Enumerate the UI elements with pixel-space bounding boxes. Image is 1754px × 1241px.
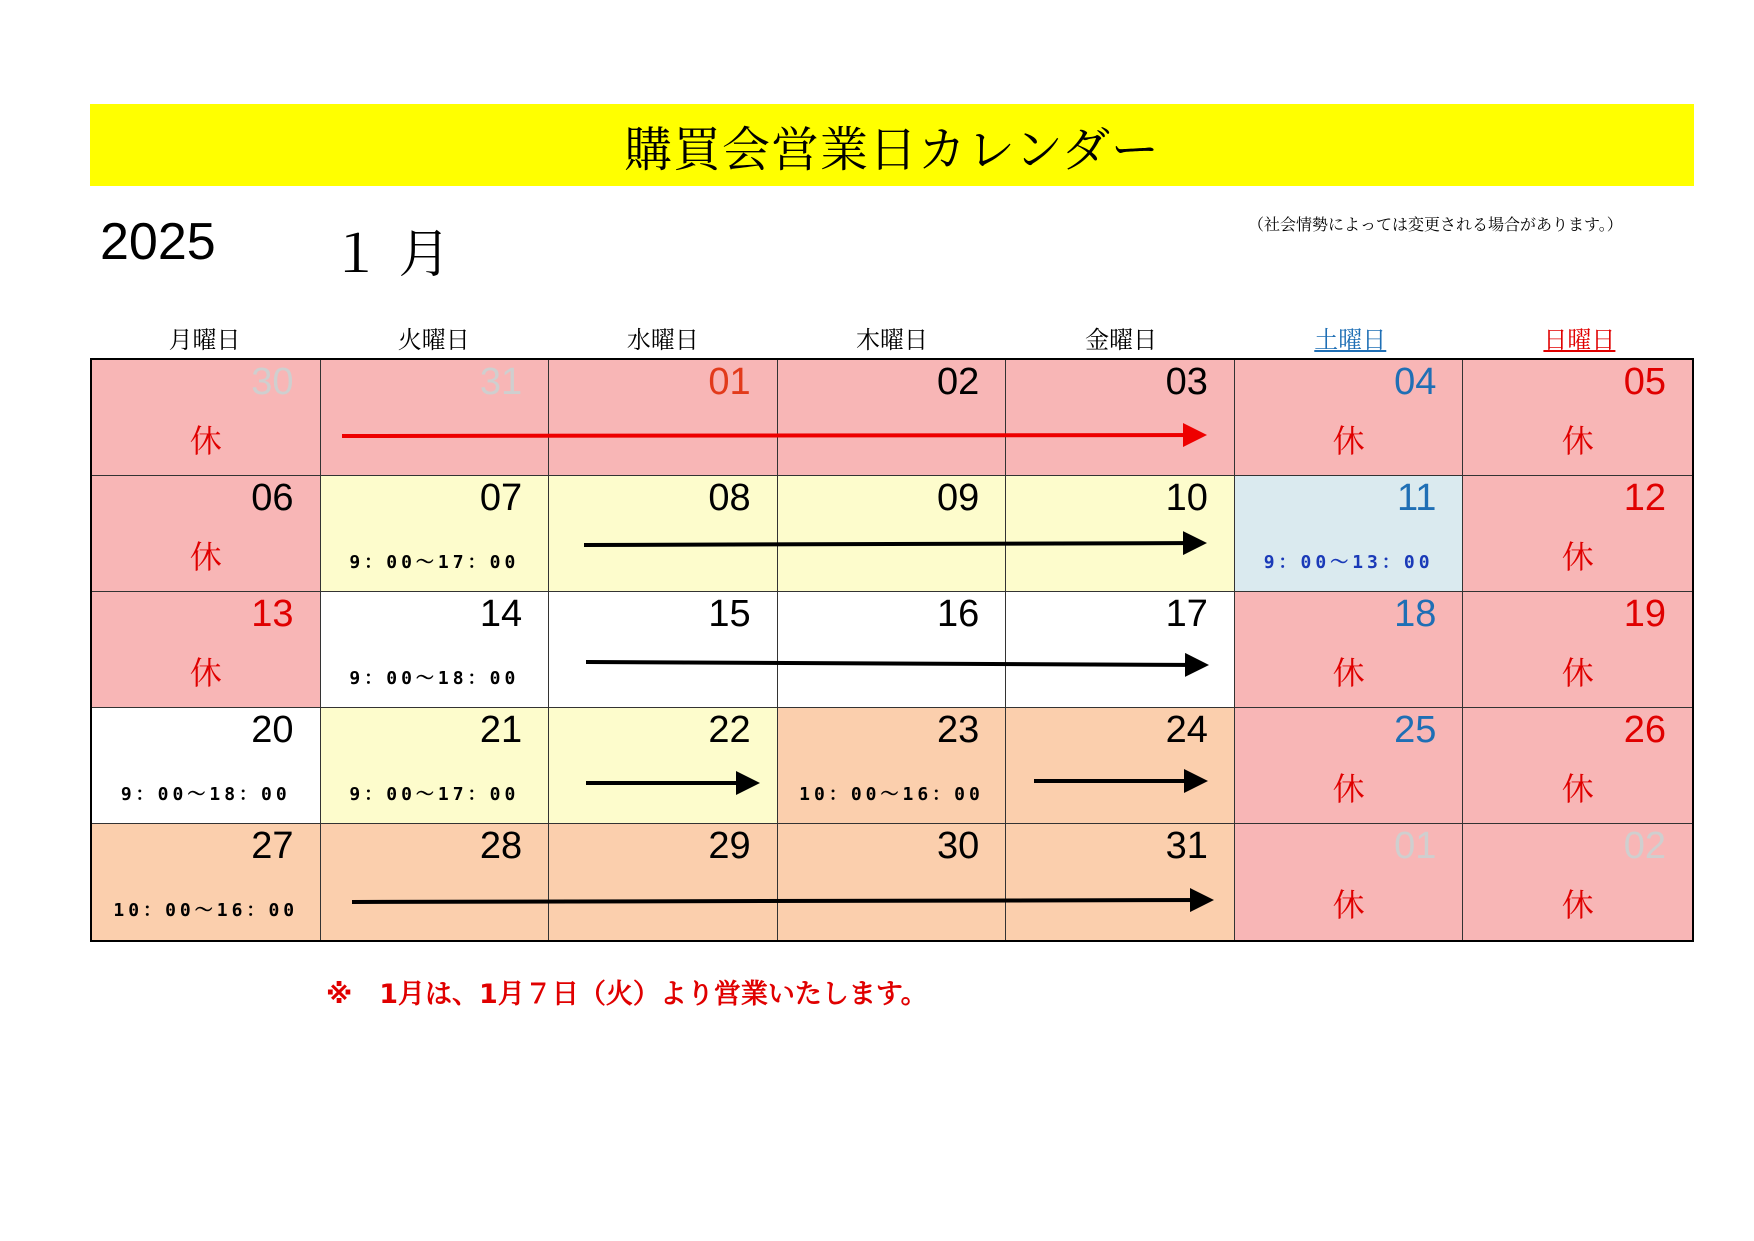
day-cell (778, 824, 1007, 940)
day-number: 09 (937, 477, 980, 519)
closed-mark: 休 (1332, 886, 1365, 924)
day-cell (1006, 708, 1235, 824)
day-number: 31 (479, 361, 523, 403)
weekday-label: 金曜日 (1085, 326, 1158, 354)
business-hours: 9：00～18：00 (349, 668, 520, 689)
day-number: 29 (708, 825, 751, 867)
day-number: 07 (479, 477, 523, 519)
day-number: 05 (1623, 361, 1666, 403)
day-number: 17 (1165, 593, 1208, 635)
day-number: 02 (937, 361, 980, 403)
business-hours: 10：00～16：00 (113, 900, 299, 921)
day-cell (92, 708, 321, 824)
opening-footnote: ※ 1月は、1月７日（火）より営業いたします。 (326, 979, 928, 1010)
day-cell (549, 476, 778, 592)
day-number: 14 (479, 593, 523, 635)
closed-mark: 休 (189, 538, 222, 576)
closed-mark: 休 (1561, 654, 1594, 692)
day-cell (1463, 824, 1692, 940)
weekday-label: 火曜日 (397, 326, 470, 354)
day-cell (1463, 708, 1692, 824)
day-cell (321, 824, 550, 940)
day-number: 06 (251, 477, 294, 519)
day-number: 12 (1623, 477, 1666, 519)
day-number: 01 (1394, 825, 1437, 867)
day-cell (321, 360, 550, 476)
day-cell (1006, 824, 1235, 940)
day-number: 16 (937, 593, 980, 635)
day-number: 25 (1394, 709, 1437, 751)
day-cell (1235, 592, 1464, 708)
business-hours: 9：00～18：00 (120, 784, 291, 805)
day-number: 30 (937, 825, 980, 867)
weekday-label: 日曜日 (1543, 326, 1616, 354)
day-cell (549, 824, 778, 940)
day-cell (549, 708, 778, 824)
day-cell (321, 592, 550, 708)
day-cell (778, 360, 1007, 476)
day-number: 02 (1623, 825, 1666, 867)
title-banner (90, 104, 1694, 186)
day-cell (1463, 360, 1692, 476)
business-hours: 10：00～16：00 (799, 784, 984, 805)
day-number: 24 (1165, 709, 1208, 751)
day-number: 21 (479, 709, 523, 751)
day-cell (549, 360, 778, 476)
weekday-label: 土曜日 (1314, 326, 1387, 354)
day-number: 23 (937, 709, 980, 751)
day-number: 08 (708, 477, 751, 519)
day-cell (1006, 360, 1235, 476)
day-number: 01 (708, 361, 751, 403)
day-cell (778, 592, 1007, 708)
day-number: 31 (1165, 825, 1208, 867)
day-number: 22 (708, 709, 751, 751)
day-number: 11 (1396, 477, 1437, 519)
day-number: 15 (708, 593, 751, 635)
day-cell (92, 824, 321, 940)
day-cell (1235, 708, 1464, 824)
day-cell (92, 592, 321, 708)
day-number: 13 (251, 593, 294, 635)
day-number: 10 (1165, 477, 1208, 519)
closed-mark: 休 (1561, 770, 1594, 808)
day-cell (1463, 592, 1692, 708)
day-cell (1006, 592, 1235, 708)
closed-mark: 休 (1561, 538, 1594, 576)
day-cell (1235, 360, 1464, 476)
day-number: 19 (1623, 593, 1666, 635)
year-label: 2025 (100, 213, 216, 271)
day-number: 03 (1165, 361, 1208, 403)
closed-mark: 休 (1332, 654, 1365, 692)
closed-mark: 休 (1561, 886, 1594, 924)
day-cell (778, 476, 1007, 592)
weekday-label: 月曜日 (168, 326, 241, 354)
closed-mark: 休 (1332, 770, 1365, 808)
month-label: １ 月 (330, 225, 451, 285)
page-title: 購買会営業日カレンダー (624, 121, 1160, 178)
business-hours: 9：00～13：00 (1263, 552, 1434, 573)
weekday-header (90, 322, 1694, 358)
day-number: 28 (479, 825, 523, 867)
day-cell (1463, 476, 1692, 592)
closed-mark: 休 (1332, 422, 1365, 460)
weekday-label: 水曜日 (626, 326, 699, 354)
day-cell (92, 360, 321, 476)
day-number: 18 (1394, 593, 1437, 635)
day-number: 04 (1394, 361, 1437, 403)
day-cell (92, 476, 321, 592)
day-cell (1235, 476, 1464, 592)
business-hours: 9：00～17：00 (349, 552, 520, 573)
weekday-label: 木曜日 (855, 326, 928, 354)
day-cell (1235, 824, 1464, 940)
closed-mark: 休 (189, 422, 222, 460)
closed-mark: 休 (189, 654, 222, 692)
day-number: 20 (251, 709, 294, 751)
closed-mark: 休 (1561, 422, 1594, 460)
business-hours: 9：00～17：00 (349, 784, 520, 805)
day-cell (549, 592, 778, 708)
calendar-grid (90, 358, 1694, 942)
day-cell (778, 708, 1007, 824)
day-cell (1006, 476, 1235, 592)
day-number: 27 (251, 825, 294, 867)
day-number: 26 (1623, 709, 1666, 751)
disclaimer-note: （社会情勢によっては変更される場合があります。） (1248, 215, 1623, 234)
day-cell (321, 708, 550, 824)
day-number: 30 (251, 361, 294, 403)
day-cell (321, 476, 550, 592)
